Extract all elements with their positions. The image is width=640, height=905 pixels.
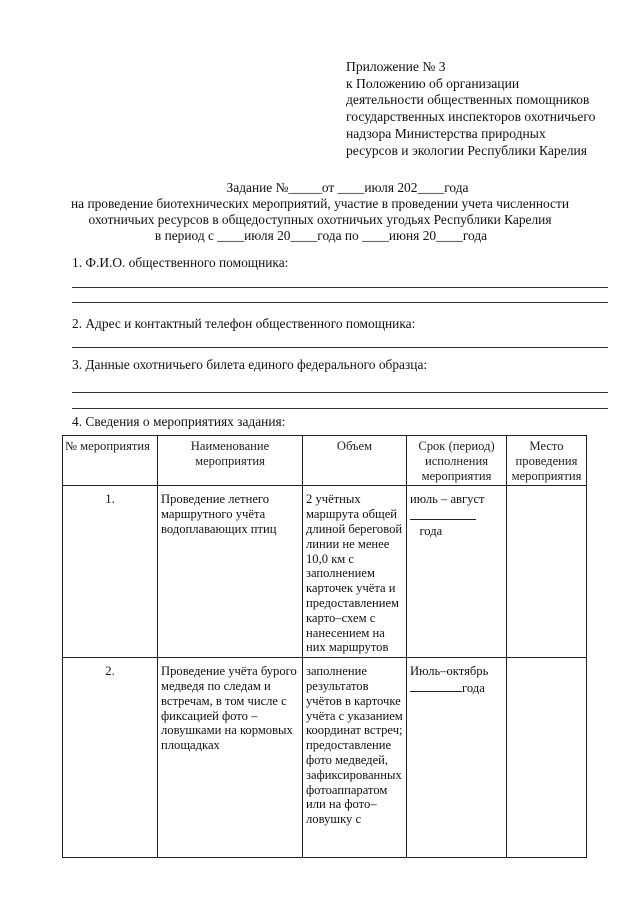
fill-line[interactable] [72,408,608,409]
appendix-line: государственных инспекторов охотничьего [346,109,596,125]
term-period: июль – август [410,492,485,507]
appendix-header [346,59,626,159]
appendix-line: Приложение № 3 [346,59,446,74]
term-year-label: года [462,680,485,695]
term-year-label: года [419,523,443,538]
column-header-term: Срок (период) исполнения мероприятия [407,436,507,486]
section-3-label: 3. Данные охотничьего билета единого федерального образца: [72,357,428,372]
row-term [407,658,507,858]
term-year [410,679,503,696]
task-period-line: в период с ____июля 20____года по ____июня 20____года [154,228,488,243]
table-row [63,486,587,658]
appendix-line: ресурсов и экологии Республики Карелия [346,142,588,158]
row-place[interactable] [507,658,587,858]
task-purpose-line: охотничьих ресурсов в общедоступных охотничьих угодьях Республики Карелия [88,212,552,227]
term-year [410,507,503,539]
row-place[interactable] [507,486,587,658]
row-volume: заполнение результатов учётов в карточке учёта с указанием координат встреч; предоставление фото медведей, зафиксированных фотоаппаратом или на фото–ловушку с [303,658,407,858]
appendix-line: деятельности общественных помощников [346,92,590,108]
appendix-line: к Положению об организации [346,75,520,91]
column-header-name: Наименование мероприятия [158,436,303,486]
appendix-line: надзора Министерства природных [346,125,546,141]
row-number: 1. [63,486,158,658]
section-4-label: 4. Сведения о мероприятиях задания: [72,414,286,429]
fill-line[interactable] [72,287,608,288]
fill-line[interactable] [72,347,608,348]
section-1-label: 1. Ф.И.О. общественного помощника: [72,255,289,270]
table-header-row [63,436,587,486]
section-2-label: 2. Адрес и контактный телефон общественного помощника: [72,316,416,331]
row-term [407,486,507,658]
row-volume: 2 учётных маршрута общей длиной береговой линии не менее 10,0 км с заполнением карточек учёта и предоставлением карто–схем с нанесением на них маршрутов [303,486,407,658]
row-number: 2. [63,658,158,858]
year-blank[interactable] [410,507,476,520]
row-event-name: Проведение летнего маршрутного учёта водоплавающих птиц [158,486,303,658]
column-header-number: № мероприятия [63,436,158,486]
fill-line[interactable] [72,302,608,303]
task-number-line: Задание №_____от ____июля 202____года [226,180,469,195]
table-row [63,658,587,858]
task-title [0,180,640,244]
task-purpose-line: на проведение биотехнических мероприятий, участие в проведении учета численности [70,196,570,211]
term-period: Июль–октябрь [410,664,489,679]
year-blank[interactable] [410,679,462,692]
column-header-volume: Объем [303,436,407,486]
fill-line[interactable] [72,392,608,393]
events-table [62,435,587,858]
row-event-name: Проведение учёта бурого медведя по следам и встречам, в том числе с фиксацией фото – ловушками на кормовых площадках [158,658,303,858]
column-header-place: Место проведения мероприятия [507,436,587,486]
